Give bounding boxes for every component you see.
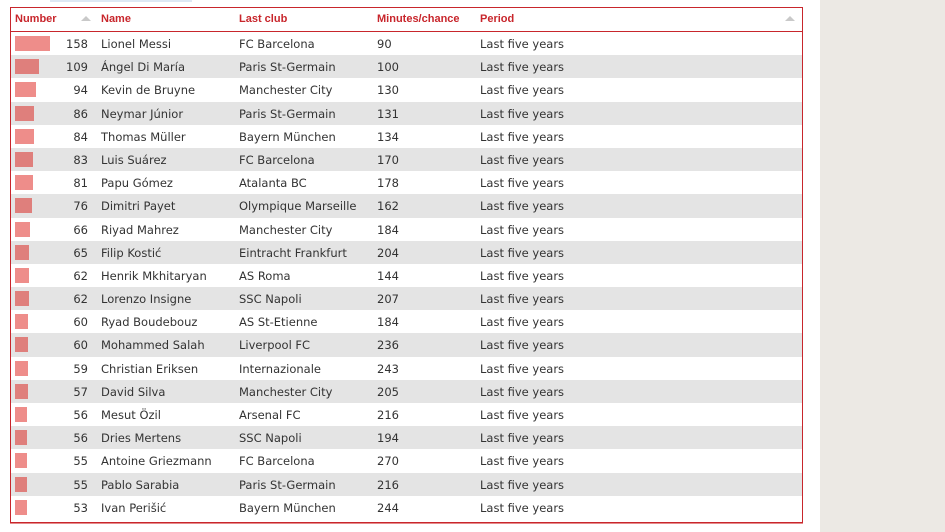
- period-cell: Last five years: [480, 268, 565, 283]
- table-row[interactable]: [11, 32, 802, 55]
- table-body: [11, 32, 802, 519]
- period-cell: Last five years: [480, 431, 565, 446]
- number-cell: 60: [73, 338, 88, 353]
- number-cell: 81: [73, 176, 88, 191]
- name-cell: Mesut Özil: [101, 408, 161, 422]
- minutes-per-chance-cell: 204: [377, 245, 399, 260]
- number-cell: 84: [73, 129, 88, 144]
- table-row[interactable]: [11, 125, 802, 148]
- club-cell: Eintracht Frankfurt: [239, 245, 347, 260]
- table-row[interactable]: [11, 473, 802, 496]
- period-cell: Last five years: [480, 338, 565, 353]
- minutes-per-chance-cell: 236: [377, 338, 399, 353]
- number-cell: 55: [73, 454, 88, 469]
- minutes-per-chance-cell: 184: [377, 222, 399, 237]
- table-row[interactable]: [11, 426, 802, 449]
- club-cell: Paris St-Germain: [239, 477, 336, 492]
- period-cell: Last five years: [480, 292, 565, 307]
- period-cell: Last five years: [480, 37, 565, 51]
- minutes-per-chance-cell: 243: [377, 361, 399, 376]
- name-cell: Dimitri Payet: [101, 199, 176, 214]
- name-cell: Mohammed Salah: [101, 338, 205, 353]
- top-strip: [50, 0, 192, 2]
- period-cell: Last five years: [480, 60, 565, 75]
- name-cell: Ángel Di María: [101, 60, 186, 75]
- period-cell: Last five years: [480, 408, 565, 422]
- number-cell: 83: [73, 152, 88, 167]
- minutes-per-chance-cell: 216: [377, 477, 399, 492]
- side-panel: [820, 0, 945, 532]
- period-cell: Last five years: [480, 222, 565, 237]
- number-cell: 94: [73, 83, 88, 98]
- minutes-per-chance-cell: 144: [377, 268, 399, 283]
- period-cell: Last five years: [480, 199, 565, 214]
- period-cell: Last five years: [480, 106, 565, 121]
- club-cell: Olympique Marseille: [239, 199, 357, 214]
- table-row[interactable]: [11, 218, 802, 241]
- table-header: [11, 8, 802, 32]
- minutes-per-chance-cell: 90: [377, 37, 392, 51]
- number-cell: 59: [73, 361, 88, 376]
- club-cell: Paris St-Germain: [239, 60, 336, 75]
- club-cell: AS Roma: [239, 268, 291, 283]
- sort-arrow-icon[interactable]: [81, 16, 91, 21]
- number-cell: 60: [73, 315, 88, 330]
- name-cell: Luis Suárez: [101, 152, 167, 167]
- club-cell: Manchester City: [239, 384, 333, 399]
- name-cell: David Silva: [101, 384, 166, 399]
- period-cell: Last five years: [480, 477, 565, 492]
- period-cell: Last five years: [480, 152, 565, 167]
- number-cell: 55: [73, 477, 88, 492]
- minutes-per-chance-cell: 131: [377, 106, 399, 121]
- minutes-per-chance-cell: 216: [377, 408, 399, 422]
- name-cell: Papu Gómez: [101, 176, 173, 191]
- minutes-per-chance-cell: 244: [377, 500, 399, 515]
- number-cell: 62: [73, 292, 88, 307]
- period-cell: Last five years: [480, 315, 565, 330]
- number-cell: 109: [66, 60, 88, 75]
- table-row[interactable]: [11, 310, 802, 333]
- table-row[interactable]: [11, 357, 802, 380]
- minutes-per-chance-cell: 170: [377, 152, 399, 167]
- number-cell: 76: [73, 199, 88, 214]
- club-cell: FC Barcelona: [239, 454, 315, 469]
- number-cell: 158: [66, 37, 88, 51]
- club-cell: Paris St-Germain: [239, 106, 336, 121]
- club-cell: Manchester City: [239, 83, 333, 98]
- minutes-per-chance-cell: 162: [377, 199, 399, 214]
- name-cell: Dries Mertens: [101, 431, 182, 446]
- period-cell: Last five years: [480, 83, 565, 98]
- table-row[interactable]: [11, 264, 802, 287]
- table-row[interactable]: [11, 241, 802, 264]
- minutes-per-chance-cell: 184: [377, 315, 399, 330]
- header-minutes-per-chance[interactable]: Minutes/chance: [377, 13, 460, 25]
- name-cell: Filip Kostić: [101, 245, 162, 260]
- name-cell: Christian Eriksen: [101, 361, 199, 376]
- name-cell: Riyad Mahrez: [101, 222, 179, 237]
- club-cell: FC Barcelona: [239, 37, 315, 51]
- header-period[interactable]: Period: [480, 13, 515, 25]
- minutes-per-chance-cell: 207: [377, 292, 399, 307]
- table-row[interactable]: [11, 194, 802, 217]
- number-cell: 62: [73, 268, 88, 283]
- name-cell: Neymar Júnior: [101, 106, 184, 121]
- period-cell: Last five years: [480, 384, 565, 399]
- name-cell: Pablo Sarabia: [101, 477, 180, 492]
- name-cell: Ryad Boudebouz: [101, 315, 198, 330]
- minutes-per-chance-cell: 205: [377, 384, 399, 399]
- minutes-per-chance-cell: 134: [377, 129, 399, 144]
- table-row[interactable]: [11, 148, 802, 171]
- club-cell: SSC Napoli: [239, 431, 302, 446]
- club-cell: Liverpool FC: [239, 338, 311, 353]
- name-cell: Kevin de Bruyne: [101, 83, 196, 98]
- number-cell: 56: [73, 431, 88, 446]
- table-row[interactable]: [11, 171, 802, 194]
- number-cell: 65: [73, 245, 88, 260]
- name-cell: Lionel Messi: [101, 37, 172, 51]
- header-number[interactable]: Number: [15, 13, 57, 25]
- table-row[interactable]: [11, 449, 802, 472]
- name-cell: Ivan Perišić: [101, 500, 167, 515]
- number-cell: 86: [73, 106, 88, 121]
- club-cell: SSC Napoli: [239, 292, 302, 307]
- period-cell: Last five years: [480, 176, 565, 191]
- header-name[interactable]: Name: [101, 13, 131, 25]
- data-table: [10, 7, 803, 523]
- period-cell: Last five years: [480, 454, 565, 469]
- club-cell: AS St-Etienne: [239, 315, 318, 330]
- minutes-per-chance-cell: 178: [377, 176, 399, 191]
- minutes-per-chance-cell: 130: [377, 83, 399, 98]
- table-row[interactable]: [11, 403, 802, 426]
- minutes-per-chance-cell: 100: [377, 60, 399, 75]
- minutes-per-chance-cell: 270: [377, 454, 399, 469]
- table-row[interactable]: [11, 287, 802, 310]
- club-cell: FC Barcelona: [239, 152, 315, 167]
- club-cell: Arsenal FC: [239, 408, 301, 422]
- number-cell: 57: [73, 384, 88, 399]
- table-row[interactable]: [11, 55, 802, 78]
- minutes-per-chance-cell: 194: [377, 431, 399, 446]
- table-row[interactable]: [11, 496, 802, 519]
- number-cell: 56: [73, 408, 88, 422]
- number-cell: 53: [73, 500, 88, 515]
- name-cell: Thomas Müller: [101, 129, 186, 144]
- club-cell: Atalanta BC: [239, 176, 307, 191]
- table-row[interactable]: [11, 333, 802, 356]
- header-last-club[interactable]: Last club: [239, 13, 288, 25]
- club-cell: Manchester City: [239, 222, 333, 237]
- sort-arrow-icon[interactable]: [785, 16, 795, 21]
- name-cell: Lorenzo Insigne: [101, 292, 192, 307]
- period-cell: Last five years: [480, 129, 565, 144]
- club-cell: Internazionale: [239, 361, 321, 376]
- period-cell: Last five years: [480, 500, 565, 515]
- name-cell: Henrik Mkhitaryan: [101, 268, 207, 283]
- table-row[interactable]: [11, 102, 802, 125]
- period-cell: Last five years: [480, 361, 565, 376]
- period-cell: Last five years: [480, 245, 565, 260]
- club-cell: Bayern München: [239, 129, 336, 144]
- table-row[interactable]: [11, 380, 802, 403]
- number-cell: 66: [73, 222, 88, 237]
- club-cell: Bayern München: [239, 500, 336, 515]
- name-cell: Antoine Griezmann: [101, 454, 212, 469]
- table-row[interactable]: [11, 78, 802, 101]
